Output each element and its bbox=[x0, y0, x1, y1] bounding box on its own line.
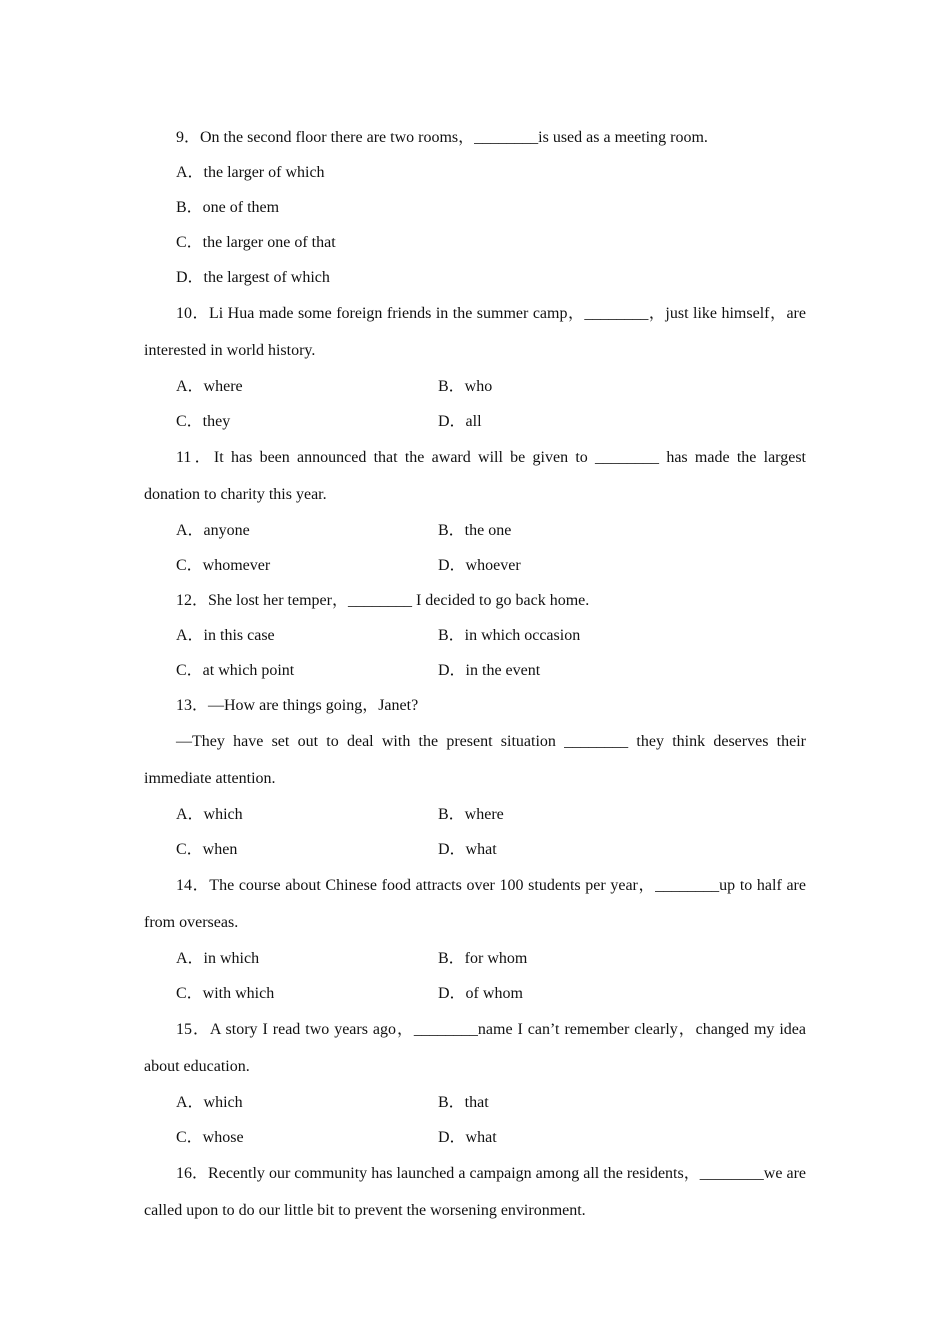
exam-page bbox=[144, 120, 806, 1229]
question-9-option-d-row bbox=[144, 260, 806, 295]
question-16-stem: 16．Recently our community has launched a campaign among all the residents，________we are called upon to do our little bit to prevent the worsening environment. bbox=[144, 1165, 806, 1219]
question-9-option-d: D．the largest of which bbox=[176, 269, 330, 286]
question-11-option-b: B．the one bbox=[438, 522, 512, 539]
question-11-stem: 11．It has been announced that the award will be given to ________ has made the largest donation to charity this year. bbox=[144, 449, 806, 503]
question-9-option-b-row bbox=[144, 190, 806, 225]
question-11-option-c: C．whomever bbox=[176, 557, 271, 574]
question-14-option-c: C．with which bbox=[176, 985, 275, 1002]
question-12-option-a: A．in this case bbox=[176, 627, 275, 644]
question-12-options-row-2 bbox=[144, 653, 806, 688]
question-15-option-b: B．that bbox=[438, 1094, 489, 1111]
question-10-option-a: A．where bbox=[176, 378, 243, 395]
question-10-option-d: D．all bbox=[438, 413, 482, 430]
question-11-option-d: D．whoever bbox=[438, 557, 521, 574]
question-11-option-a: A．anyone bbox=[176, 522, 250, 539]
question-12-option-c: C．at which point bbox=[176, 662, 295, 679]
question-10-options-row-2 bbox=[144, 404, 806, 439]
question-13-stem: 13．—How are things going，Janet? bbox=[176, 697, 419, 714]
question-9-option-a: A．the larger of which bbox=[176, 164, 325, 181]
question-13-stem-reply: —They have set out to deal with the present situation ________ they think deserves their immediate attention. bbox=[144, 733, 806, 787]
question-12-option-b: B．in which occasion bbox=[438, 627, 581, 644]
question-13-option-d: D．what bbox=[438, 841, 497, 858]
question-10-stem: 10．Li Hua made some foreign friends in the summer camp，________，just like himself，are interested in world history. bbox=[144, 305, 806, 359]
question-9-stem: 9．On the second floor there are two rooms，________is used as a meeting room. bbox=[176, 129, 708, 146]
question-12-stem: 12．She lost her temper，________ I decided to go back home. bbox=[176, 592, 590, 609]
question-13-options-row-2 bbox=[144, 832, 806, 867]
question-9-option-c-row bbox=[144, 225, 806, 260]
question-13-option-a: A．which bbox=[176, 806, 243, 823]
question-14-option-b: B．for whom bbox=[438, 950, 528, 967]
question-9-option-a-row bbox=[144, 155, 806, 190]
question-15-option-a: A．which bbox=[176, 1094, 243, 1111]
question-9-option-b: B．one of them bbox=[176, 199, 280, 216]
question-14-option-d: D．of whom bbox=[438, 985, 523, 1002]
question-9-option-c: C．the larger one of that bbox=[176, 234, 336, 251]
question-11-options-row-2 bbox=[144, 548, 806, 583]
question-14-options-row-2 bbox=[144, 976, 806, 1011]
question-15-option-d: D．what bbox=[438, 1129, 497, 1146]
question-13-option-b: B．where bbox=[438, 806, 504, 823]
question-14-options-row-1 bbox=[144, 941, 806, 976]
question-13-option-c: C．when bbox=[176, 841, 238, 858]
question-12-options-row-1 bbox=[144, 618, 806, 653]
question-10-option-b: B．who bbox=[438, 378, 493, 395]
question-11-options-row-1 bbox=[144, 513, 806, 548]
question-10-options-row-1 bbox=[144, 369, 806, 404]
question-12-option-d: D．in the event bbox=[438, 662, 541, 679]
question-10-option-c: C．they bbox=[176, 413, 231, 430]
question-15-stem: 15．A story I read two years ago，________name I can’t remember clearly，changed my idea about education. bbox=[144, 1021, 806, 1075]
question-14-stem: 14．The course about Chinese food attracts over 100 students per year，________up to half are from overseas. bbox=[144, 877, 806, 931]
question-13-options-row-1 bbox=[144, 797, 806, 832]
question-15-options-row-1 bbox=[144, 1085, 806, 1120]
question-14-option-a: A．in which bbox=[176, 950, 260, 967]
question-15-option-c: C．whose bbox=[176, 1129, 244, 1146]
question-15-options-row-2 bbox=[144, 1120, 806, 1155]
